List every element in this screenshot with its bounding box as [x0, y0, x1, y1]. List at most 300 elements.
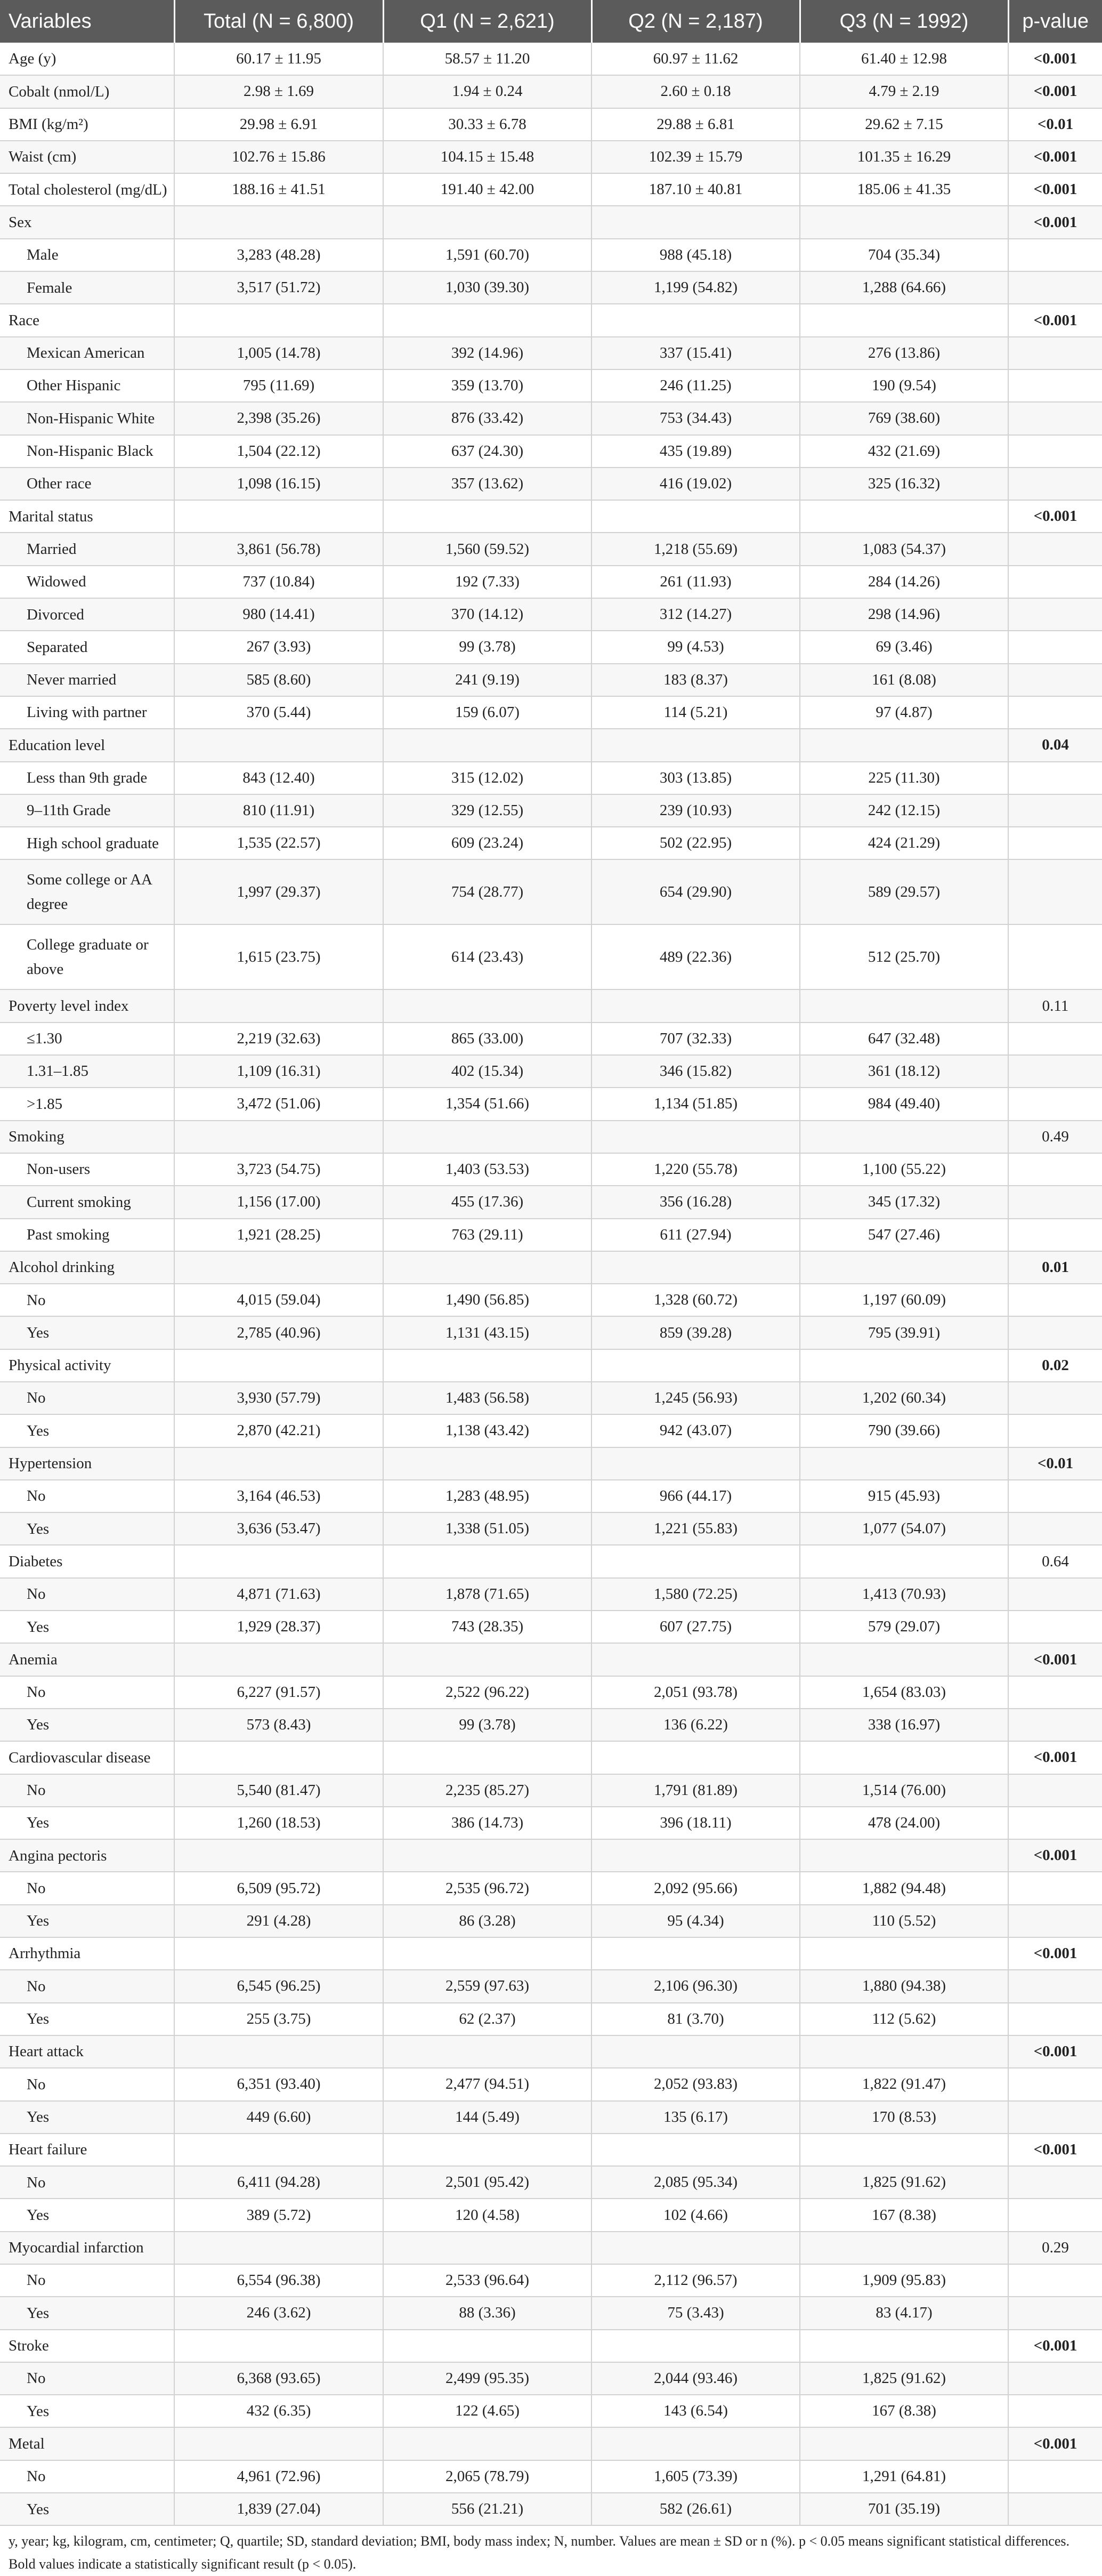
cell-total: 980 (14.41) [174, 598, 383, 631]
cell-variable: Never married [0, 664, 174, 696]
cell-q3: 1,291 (64.81) [800, 2460, 1008, 2493]
cell-q3: 1,882 (94.48) [800, 1872, 1008, 1904]
cell-q2: 2,112 (96.57) [591, 2264, 800, 2297]
cell-q3 [800, 2035, 1008, 2068]
cell-p-value [1008, 239, 1102, 271]
cell-q2 [591, 1251, 800, 1284]
cell-variable: Poverty level index [0, 989, 174, 1022]
table-row [0, 500, 1102, 533]
cell-total [174, 729, 383, 761]
cell-total: 6,509 (95.72) [174, 1872, 383, 1904]
cell-q2: 502 (22.95) [591, 827, 800, 859]
cell-q2: 859 (39.28) [591, 1316, 800, 1349]
cell-q1: 1,591 (60.70) [383, 239, 591, 271]
cell-q1: 2,533 (96.64) [383, 2264, 591, 2297]
table-subrow [0, 2264, 1102, 2297]
cell-q1: 386 (14.73) [383, 1807, 591, 1839]
table-row [0, 43, 1102, 75]
cell-q1 [383, 2232, 591, 2264]
cell-q3: 167 (8.38) [800, 2395, 1008, 2427]
cell-q2 [591, 500, 800, 533]
cell-total: 4,015 (59.04) [174, 1284, 383, 1316]
cell-q1: 2,235 (85.27) [383, 1774, 591, 1807]
table-subrow [0, 2395, 1102, 2427]
cell-variable: >1.85 [0, 1088, 174, 1120]
table-row [0, 173, 1102, 206]
cell-q1: 99 (3.78) [383, 631, 591, 663]
cell-variable: Age (y) [0, 43, 174, 75]
cell-variable: No [0, 1774, 174, 1807]
cell-q3: 101.35 ± 16.29 [800, 141, 1008, 173]
cell-q3: 110 (5.52) [800, 1905, 1008, 1937]
cell-q3: 512 (25.70) [800, 924, 1008, 989]
cell-q3 [800, 1839, 1008, 1872]
cell-q3: 61.40 ± 12.98 [800, 43, 1008, 75]
cell-p-value: <0.001 [1008, 1937, 1102, 1970]
table-subrow [0, 1153, 1102, 1186]
table-subrow [0, 2493, 1102, 2525]
cell-total: 291 (4.28) [174, 1905, 383, 1937]
cell-total: 255 (3.75) [174, 2003, 383, 2035]
cell-total [174, 1349, 383, 1382]
cell-p-value: <0.001 [1008, 2330, 1102, 2362]
table-row [0, 1121, 1102, 1153]
table-footnote [0, 2526, 1102, 2576]
cell-q3: 915 (45.93) [800, 1480, 1008, 1512]
cell-variable: Physical activity [0, 1349, 174, 1382]
cell-total: 3,164 (46.53) [174, 1480, 383, 1512]
cell-variable: Yes [0, 1611, 174, 1643]
cell-p-value [1008, 598, 1102, 631]
cell-p-value: <0.001 [1008, 1839, 1102, 1872]
cell-q3: 161 (8.08) [800, 664, 1008, 696]
cell-variable: Female [0, 271, 174, 304]
cell-q1: 120 (4.58) [383, 2199, 591, 2231]
cell-q1: 455 (17.36) [383, 1186, 591, 1218]
cell-q3: 69 (3.46) [800, 631, 1008, 663]
cell-q2: 2,051 (93.78) [591, 1676, 800, 1709]
cell-p-value: <0.001 [1008, 500, 1102, 533]
cell-total [174, 2232, 383, 2264]
cell-q2 [591, 2035, 800, 2068]
table-subrow [0, 239, 1102, 271]
cell-total: 1,098 (16.15) [174, 468, 383, 500]
cell-q1: 30.33 ± 6.78 [383, 108, 591, 141]
cell-variable: Past smoking [0, 1219, 174, 1251]
cell-p-value: <0.001 [1008, 141, 1102, 173]
cell-q1 [383, 2330, 591, 2362]
cell-q2 [591, 989, 800, 1022]
cell-q2: 416 (19.02) [591, 468, 800, 500]
footnote-abbreviations: y, year; kg, kilogram, cm, centimeter; Q, quartile; SD, standard deviation; BMI, body mass index; N, number. Values are mean ± SD or n (%). p < 0.05 means significant statistical differences. [9, 2533, 1069, 2549]
cell-q1 [383, 1349, 591, 1382]
header-row [0, 0, 1102, 43]
cell-total: 1,921 (28.25) [174, 1219, 383, 1251]
cell-q2 [591, 2232, 800, 2264]
cell-q1: 2,522 (96.22) [383, 1676, 591, 1709]
cell-total [174, 1937, 383, 1970]
table-subrow [0, 2362, 1102, 2395]
cell-p-value [1008, 794, 1102, 827]
table-row [0, 75, 1102, 108]
table-subrow [0, 402, 1102, 434]
cell-q2: 1,245 (56.93) [591, 1382, 800, 1414]
cell-total: 3,723 (54.75) [174, 1153, 383, 1186]
cell-q2 [591, 1937, 800, 1970]
cell-p-value [1008, 1905, 1102, 1937]
cell-q3: 225 (11.30) [800, 762, 1008, 794]
table-row [0, 2330, 1102, 2362]
cell-total [174, 500, 383, 533]
cell-p-value [1008, 2493, 1102, 2525]
cell-q2 [591, 1349, 800, 1382]
table-header [0, 0, 1102, 43]
table-subrow [0, 337, 1102, 369]
cell-q1 [383, 206, 591, 238]
table-subrow [0, 1219, 1102, 1251]
table-subrow [0, 369, 1102, 402]
cell-q3: 185.06 ± 41.35 [800, 173, 1008, 206]
cell-total: 1,535 (22.57) [174, 827, 383, 859]
table-row [0, 1447, 1102, 1480]
cell-q1 [383, 2134, 591, 2166]
cell-q3: 589 (29.57) [800, 859, 1008, 924]
cell-variable: Yes [0, 2003, 174, 2035]
cell-q2: 489 (22.36) [591, 924, 800, 989]
cell-q1 [383, 1741, 591, 1774]
cell-total [174, 2035, 383, 2068]
cell-q1: 2,065 (78.79) [383, 2460, 591, 2493]
table-subrow [0, 1578, 1102, 1611]
cell-variable: Male [0, 239, 174, 271]
cell-total: 1,005 (14.78) [174, 337, 383, 369]
table-row [0, 1545, 1102, 1577]
cell-p-value: <0.001 [1008, 75, 1102, 108]
cell-q2: 1,218 (55.69) [591, 533, 800, 565]
cell-q2: 2,052 (93.83) [591, 2068, 800, 2100]
cell-p-value [1008, 762, 1102, 794]
cell-q2: 102 (4.66) [591, 2199, 800, 2231]
cell-p-value [1008, 566, 1102, 598]
cell-q1: 192 (7.33) [383, 566, 591, 598]
cell-p-value [1008, 696, 1102, 729]
cell-p-value [1008, 1316, 1102, 1349]
cell-q2: 1,199 (54.82) [591, 271, 800, 304]
cell-q1 [383, 1937, 591, 1970]
cell-q1: 2,559 (97.63) [383, 1970, 591, 2002]
cell-q3 [800, 1741, 1008, 1774]
cell-variable: ≤1.30 [0, 1023, 174, 1055]
cell-q1: 1,878 (71.65) [383, 1578, 591, 1611]
table-subrow [0, 1872, 1102, 1904]
cell-total: 1,156 (17.00) [174, 1186, 383, 1218]
table-subrow [0, 533, 1102, 565]
cell-variable: Yes [0, 1709, 174, 1741]
cell-q1: 329 (12.55) [383, 794, 591, 827]
cell-variable: Less than 9th grade [0, 762, 174, 794]
table-subrow [0, 1709, 1102, 1741]
table-row [0, 2035, 1102, 2068]
cell-q1: 144 (5.49) [383, 2101, 591, 2134]
cell-p-value [1008, 1512, 1102, 1545]
cell-q3: 190 (9.54) [800, 369, 1008, 402]
cell-q1: 191.40 ± 42.00 [383, 173, 591, 206]
cell-q1 [383, 1643, 591, 1676]
cell-q1: 556 (21.21) [383, 2493, 591, 2525]
cell-variable: Non-Hispanic White [0, 402, 174, 434]
table-subrow [0, 827, 1102, 859]
table-row [0, 2134, 1102, 2166]
cell-q3: 242 (12.15) [800, 794, 1008, 827]
cell-total [174, 1839, 383, 1872]
cell-total: 267 (3.93) [174, 631, 383, 663]
cell-p-value: 0.04 [1008, 729, 1102, 761]
cell-q2: 81 (3.70) [591, 2003, 800, 2035]
cell-q1: 876 (33.42) [383, 402, 591, 434]
cell-total: 585 (8.60) [174, 664, 383, 696]
cell-q2: 607 (27.75) [591, 1611, 800, 1643]
cell-q3: 424 (21.29) [800, 827, 1008, 859]
table-subrow [0, 2003, 1102, 2035]
cell-q3: 29.62 ± 7.15 [800, 108, 1008, 141]
cell-p-value: 0.02 [1008, 1349, 1102, 1382]
table-row [0, 1937, 1102, 1970]
header-total: Total (N = 6,800) [174, 0, 383, 43]
cell-p-value: <0.001 [1008, 304, 1102, 336]
cell-q1: 1,560 (59.52) [383, 533, 591, 565]
cell-q2: 942 (43.07) [591, 1414, 800, 1447]
cell-p-value [1008, 2362, 1102, 2395]
cell-total: 795 (11.69) [174, 369, 383, 402]
cell-p-value [1008, 1611, 1102, 1643]
cell-variable: Yes [0, 1807, 174, 1839]
cell-total [174, 1121, 383, 1153]
cell-q3: 1,083 (54.37) [800, 533, 1008, 565]
cell-p-value [1008, 271, 1102, 304]
cell-total: 6,227 (91.57) [174, 1676, 383, 1709]
cell-q1: 2,499 (95.35) [383, 2362, 591, 2395]
cell-total: 6,351 (93.40) [174, 2068, 383, 2100]
cell-variable: Yes [0, 1512, 174, 1545]
cell-p-value [1008, 402, 1102, 434]
cell-total: 2,219 (32.63) [174, 1023, 383, 1055]
cell-p-value: 0.49 [1008, 1121, 1102, 1153]
cell-total [174, 206, 383, 238]
cell-q3: 112 (5.62) [800, 2003, 1008, 2035]
cell-q2: 261 (11.93) [591, 566, 800, 598]
cell-q2: 611 (27.94) [591, 1219, 800, 1251]
cell-q2: 99 (4.53) [591, 631, 800, 663]
cell-q3: 1,288 (64.66) [800, 271, 1008, 304]
cell-variable: Diabetes [0, 1545, 174, 1577]
cell-variable: Divorced [0, 598, 174, 631]
cell-variable: Hypertension [0, 1447, 174, 1480]
cell-p-value [1008, 1807, 1102, 1839]
table-subrow [0, 1611, 1102, 1643]
cell-total [174, 2427, 383, 2460]
cell-q3 [800, 729, 1008, 761]
cell-variable: No [0, 2166, 174, 2199]
cell-p-value [1008, 1219, 1102, 1251]
cell-total: 6,411 (94.28) [174, 2166, 383, 2199]
cell-variable: Yes [0, 1414, 174, 1447]
cell-p-value: <0.001 [1008, 206, 1102, 238]
cell-q1: 1.94 ± 0.24 [383, 75, 591, 108]
table-subrow [0, 696, 1102, 729]
cell-q2 [591, 1741, 800, 1774]
cell-variable: Heart failure [0, 2134, 174, 2166]
cell-p-value: <0.001 [1008, 2035, 1102, 2068]
cell-q2: 1,221 (55.83) [591, 1512, 800, 1545]
cell-total: 102.76 ± 15.86 [174, 141, 383, 173]
cell-total: 5,540 (81.47) [174, 1774, 383, 1807]
cell-q1: 614 (23.43) [383, 924, 591, 989]
cell-q1: 315 (12.02) [383, 762, 591, 794]
cell-total [174, 304, 383, 336]
cell-q3 [800, 2330, 1008, 2362]
cell-q3: 790 (39.66) [800, 1414, 1008, 1447]
cell-q3: 1,822 (91.47) [800, 2068, 1008, 2100]
cell-q1: 159 (6.07) [383, 696, 591, 729]
cell-p-value [1008, 1382, 1102, 1414]
cell-q2 [591, 2427, 800, 2460]
cell-total: 843 (12.40) [174, 762, 383, 794]
cell-q3: 1,514 (76.00) [800, 1774, 1008, 1807]
table-row [0, 2427, 1102, 2460]
cell-variable: Yes [0, 1905, 174, 1937]
cell-q2: 143 (6.54) [591, 2395, 800, 2427]
cell-q1: 865 (33.00) [383, 1023, 591, 1055]
cell-total: 60.17 ± 11.95 [174, 43, 383, 75]
table-subrow [0, 1774, 1102, 1807]
cell-p-value: 0.64 [1008, 1545, 1102, 1577]
cell-q3: 83 (4.17) [800, 2297, 1008, 2329]
cell-q1: 392 (14.96) [383, 337, 591, 369]
cell-p-value [1008, 859, 1102, 924]
cell-q1: 58.57 ± 11.20 [383, 43, 591, 75]
cell-q2: 346 (15.82) [591, 1055, 800, 1088]
cell-variable: Widowed [0, 566, 174, 598]
cell-p-value [1008, 337, 1102, 369]
cell-q1: 370 (14.12) [383, 598, 591, 631]
cell-p-value [1008, 1414, 1102, 1447]
cell-variable: No [0, 1578, 174, 1611]
table-subrow [0, 794, 1102, 827]
cell-total: 3,861 (56.78) [174, 533, 383, 565]
cell-q2: 1,605 (73.39) [591, 2460, 800, 2493]
cell-q3: 1,909 (95.83) [800, 2264, 1008, 2297]
cell-q2 [591, 1545, 800, 1577]
table-subrow [0, 1676, 1102, 1709]
cell-p-value [1008, 924, 1102, 989]
cell-q2: 95 (4.34) [591, 1905, 800, 1937]
table-subrow [0, 435, 1102, 468]
cell-q1 [383, 1121, 591, 1153]
cell-q2: 1,134 (51.85) [591, 1088, 800, 1120]
cell-variable: 9–11th Grade [0, 794, 174, 827]
cell-q2: 654 (29.90) [591, 859, 800, 924]
cell-q2: 114 (5.21) [591, 696, 800, 729]
table-row [0, 2232, 1102, 2264]
table-subrow [0, 1023, 1102, 1055]
cell-q2: 356 (16.28) [591, 1186, 800, 1218]
cell-total: 6,545 (96.25) [174, 1970, 383, 2002]
cell-variable: High school graduate [0, 827, 174, 859]
cell-q3 [800, 2427, 1008, 2460]
cell-q2: 239 (10.93) [591, 794, 800, 827]
cell-q1: 1,338 (51.05) [383, 1512, 591, 1545]
cell-q3: 1,654 (83.03) [800, 1676, 1008, 1709]
cell-variable: Race [0, 304, 174, 336]
cell-variable: Angina pectoris [0, 1839, 174, 1872]
cell-p-value [1008, 2068, 1102, 2100]
cell-variable: Education level [0, 729, 174, 761]
cell-q3: 795 (39.91) [800, 1316, 1008, 1349]
cell-q2: 2,092 (95.66) [591, 1872, 800, 1904]
cell-q1 [383, 304, 591, 336]
header-p-value: p-value [1022, 10, 1089, 33]
cell-variable: Other race [0, 468, 174, 500]
cell-q3: 97 (4.87) [800, 696, 1008, 729]
cell-p-value: <0.001 [1008, 1643, 1102, 1676]
cell-q2: 136 (6.22) [591, 1709, 800, 1741]
cell-variable: Total cholesterol (mg/dL) [0, 173, 174, 206]
cell-total: 4,871 (71.63) [174, 1578, 383, 1611]
header-q3: Q3 (N = 1992) [800, 0, 1008, 43]
cell-q3 [800, 1349, 1008, 1382]
cell-q3: 1,413 (70.93) [800, 1578, 1008, 1611]
cell-q1 [383, 729, 591, 761]
table-subrow [0, 2199, 1102, 2231]
cell-variable: Alcohol drinking [0, 1251, 174, 1284]
cell-q3: 325 (16.32) [800, 468, 1008, 500]
cell-q2: 753 (34.43) [591, 402, 800, 434]
cell-q1: 2,477 (94.51) [383, 2068, 591, 2100]
cell-total: 3,930 (57.79) [174, 1382, 383, 1414]
cell-q2: 60.97 ± 11.62 [591, 43, 800, 75]
cell-q2: 246 (11.25) [591, 369, 800, 402]
cell-q2 [591, 729, 800, 761]
cell-p-value [1008, 1088, 1102, 1120]
cell-p-value [1008, 631, 1102, 663]
cell-q2 [591, 206, 800, 238]
table-subrow [0, 1970, 1102, 2002]
cell-q2: 2.60 ± 0.18 [591, 75, 800, 108]
cell-q2: 75 (3.43) [591, 2297, 800, 2329]
table-subrow [0, 2460, 1102, 2493]
cell-variable: No [0, 1872, 174, 1904]
cell-total: 1,615 (23.75) [174, 924, 383, 989]
table-row [0, 989, 1102, 1022]
cell-p-value: <0.001 [1008, 2134, 1102, 2166]
cell-p-value: <0.01 [1008, 1447, 1102, 1480]
cell-variable: Married [0, 533, 174, 565]
cell-q1 [383, 2035, 591, 2068]
cell-variable: No [0, 1676, 174, 1709]
cell-variable: Yes [0, 1316, 174, 1349]
cell-q2: 582 (26.61) [591, 2493, 800, 2525]
cell-p-value [1008, 1153, 1102, 1186]
cell-p-value [1008, 1480, 1102, 1512]
cell-q3 [800, 1937, 1008, 1970]
table-subrow [0, 859, 1102, 924]
cell-p-value: <0.001 [1008, 43, 1102, 75]
cell-total: 188.16 ± 41.51 [174, 173, 383, 206]
cell-total [174, 1251, 383, 1284]
cell-total: 370 (5.44) [174, 696, 383, 729]
cell-total: 3,636 (53.47) [174, 1512, 383, 1545]
cell-total [174, 1643, 383, 1676]
